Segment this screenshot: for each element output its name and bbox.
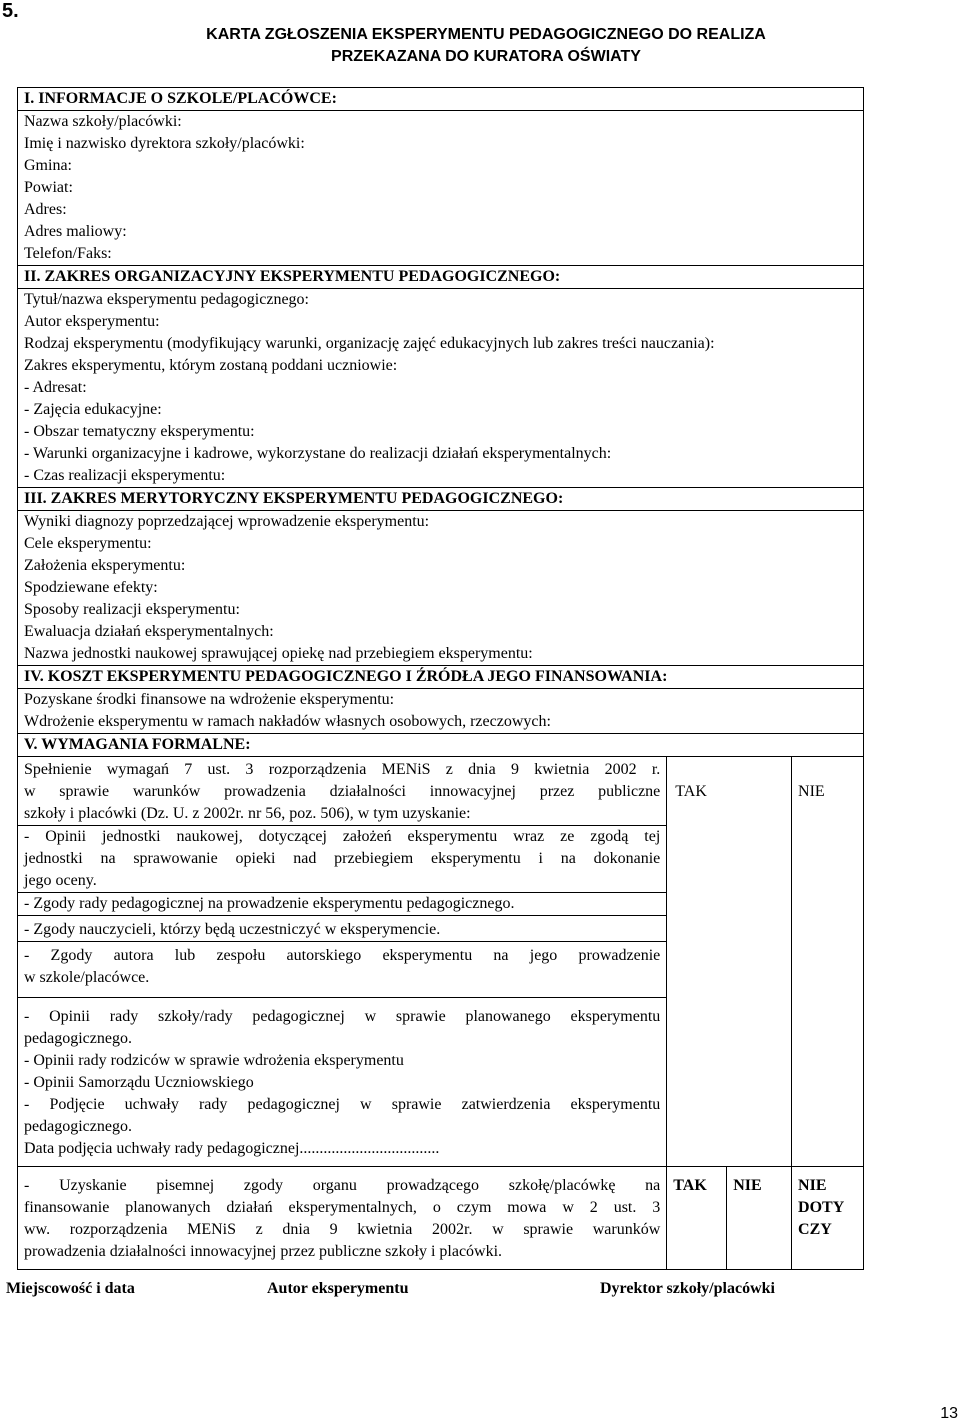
supervising-unit-field: Nazwa jednostki naukowej sprawującej opiekę nad przebiegiem eksperymentu: xyxy=(24,645,533,662)
evaluation-field: Ewaluacja działań eksperymentalnych: xyxy=(24,623,274,640)
experiment-type-field: Rodzaj eksperymentu (modyfikujący warunki, organizację zajęć edukacyjnych lub zakres treści nauczania): xyxy=(24,335,715,352)
goals-field: Cele eksperymentu: xyxy=(24,535,152,552)
experiment-title-field: Tytuł/nazwa eksperymentu pedagogicznego: xyxy=(24,291,309,308)
director-name-field: Imię i nazwisko dyrektora szkoły/placówki: xyxy=(24,135,305,152)
email-field: Adres maliowy: xyxy=(24,223,127,240)
addressee-field: - Adresat: xyxy=(24,379,87,396)
classes-field: - Zajęcia edukacyjne: xyxy=(24,401,162,418)
own-resources-field: Wdrożenie eksperymentu w ramach nakładów własnych osobowych, rzeczowych: xyxy=(24,713,551,730)
diagnosis-field: Wyniki diagnozy poprzedzającej wprowadzenie eksperymentu: xyxy=(24,513,430,530)
author-consent-row: - Zgody autora lub zespołu autorskiego eksperymentu na jego prowadzenie w szkole/placówce. xyxy=(18,942,667,998)
section-4-heading: IV. KOSZT EKSPERYMENTU PEDAGOGICZNEGO I ŹRÓDŁA JEGO FINANSOWANIA: xyxy=(18,666,864,689)
document-title xyxy=(146,24,826,68)
author-signature: Autor eksperymentu xyxy=(267,1280,409,1297)
conditions-field: - Warunki organizacyjne i kadrowe, wykorzystane do realizacji działań eksperymentalnych: xyxy=(24,445,612,462)
place-date-signature: Miejscowość i data xyxy=(6,1280,135,1297)
methods-field: Sposoby realizacji eksperymentu: xyxy=(24,601,240,618)
title-line-2: PRZEKAZANA DO KURATORA OŚWIATY xyxy=(331,48,641,65)
section-2-heading: II. ZAKRES ORGANIZACYJNY EKSPERYMENTU PEDAGOGICZNEGO: xyxy=(18,266,864,289)
school-name-field: Nazwa szkoły/placówki: xyxy=(24,113,182,130)
opinions-row: - Opinii rady szkoły/rady pedagogicznej w sprawie planowanego eksperymentu pedagogicznego. - Opinii rady rodziców w sprawie wdrożenia eksperymentu - Opinii Samorządu Uczniowskiego - Podjęcie uchwały rady pedagogicznej w sprawie zatwierdzenia eksperymentu pedagogicznego. Data podjęcia uchwały rady pedagogicznej................................... xyxy=(18,998,667,1167)
phone-fax-field: Telefon/Faks: xyxy=(24,245,112,262)
address-field: Adres: xyxy=(24,201,67,218)
section-1-heading: I. INFORMACJE O SZKOLE/PLACÓWCE: xyxy=(18,88,864,111)
teachers-consent-row: - Zgody nauczycieli, którzy będą uczestniczyć w eksperymencie. xyxy=(18,916,667,942)
section-4-body xyxy=(18,689,864,734)
nie-column: NIE xyxy=(792,757,864,1167)
section-3-heading: III. ZAKRES MERYTORYCZNY EKSPERYMENTU PEDAGOGICZNEGO: xyxy=(18,488,864,511)
requirements-intro: Spełnienie wymagań 7 ust. 3 rozporządzenia MENiS z dnia 9 kwietnia 2002 r. w sprawie warunków prowadzenia działalności innowacyjnej przez publiczne szkoły i placówki (Dz. U. z 2002r. nr 56, poz. 506), w tym uzyskanie: xyxy=(18,757,667,826)
expected-effects-field: Spodziewane efekty: xyxy=(24,579,158,596)
thematic-area-field: - Obszar tematyczny eksperymentu: xyxy=(24,423,255,440)
assumptions-field: Założenia eksperymentu: xyxy=(24,557,186,574)
page-number-top: 5. xyxy=(2,0,19,22)
funding-consent-row: - Uzyskanie pisemnej zgody organu prowadzącego szkołę/placówkę na finansowanie planowanych działań eksperymentalnych, o czym mowa w 2 ust. 3 ww. rozporządzenia MENiS z dnia 9 kwietnia 2002r. w sprawie warunków prowadzenia działalności innowacyjnej przez publiczne szkoły i placówki. xyxy=(18,1167,667,1270)
final-tak: TAK xyxy=(667,1167,727,1270)
section-2-body xyxy=(18,289,864,488)
page-number-bottom: 13 xyxy=(940,1405,958,1422)
duration-field: - Czas realizacji eksperymentu: xyxy=(24,467,226,484)
funding-obtained-field: Pozyskane środki finansowe na wdrożenie eksperymentu: xyxy=(24,691,395,708)
final-nie-dotyczy: NIE DOTY CZY xyxy=(792,1167,864,1270)
final-nie: NIE xyxy=(727,1167,792,1270)
director-signature: Dyrektor szkoły/placówki xyxy=(600,1280,775,1297)
application-form-table xyxy=(17,87,864,1270)
experiment-scope-field: Zakres eksperymentu, którym zostaną poddani uczniowie: xyxy=(24,357,398,374)
tak-column: TAK xyxy=(667,757,792,1167)
gmina-field: Gmina: xyxy=(24,157,72,174)
council-consent-row: - Zgody rady pedagogicznej na prowadzenie eksperymentu pedagogicznego. xyxy=(18,893,667,916)
section-3-body xyxy=(18,511,864,666)
powiat-field: Powiat: xyxy=(24,179,73,196)
section-5-heading: V. WYMAGANIA FORMALNE: xyxy=(18,734,864,757)
title-line-1: KARTA ZGŁOSZENIA EKSPERYMENTU PEDAGOGICZNEGO DO REALIZA xyxy=(206,26,766,43)
unit-opinion-row: - Opinii jednostki naukowej, dotyczącej założeń eksperymentu wraz ze zgodą tej jednostki na sprawowanie opieki nad przebiegiem eksperymentu i na dokonanie jego oceny. xyxy=(18,826,667,893)
experiment-author-field: Autor eksperymentu: xyxy=(24,313,160,330)
section-1-body xyxy=(18,111,864,266)
